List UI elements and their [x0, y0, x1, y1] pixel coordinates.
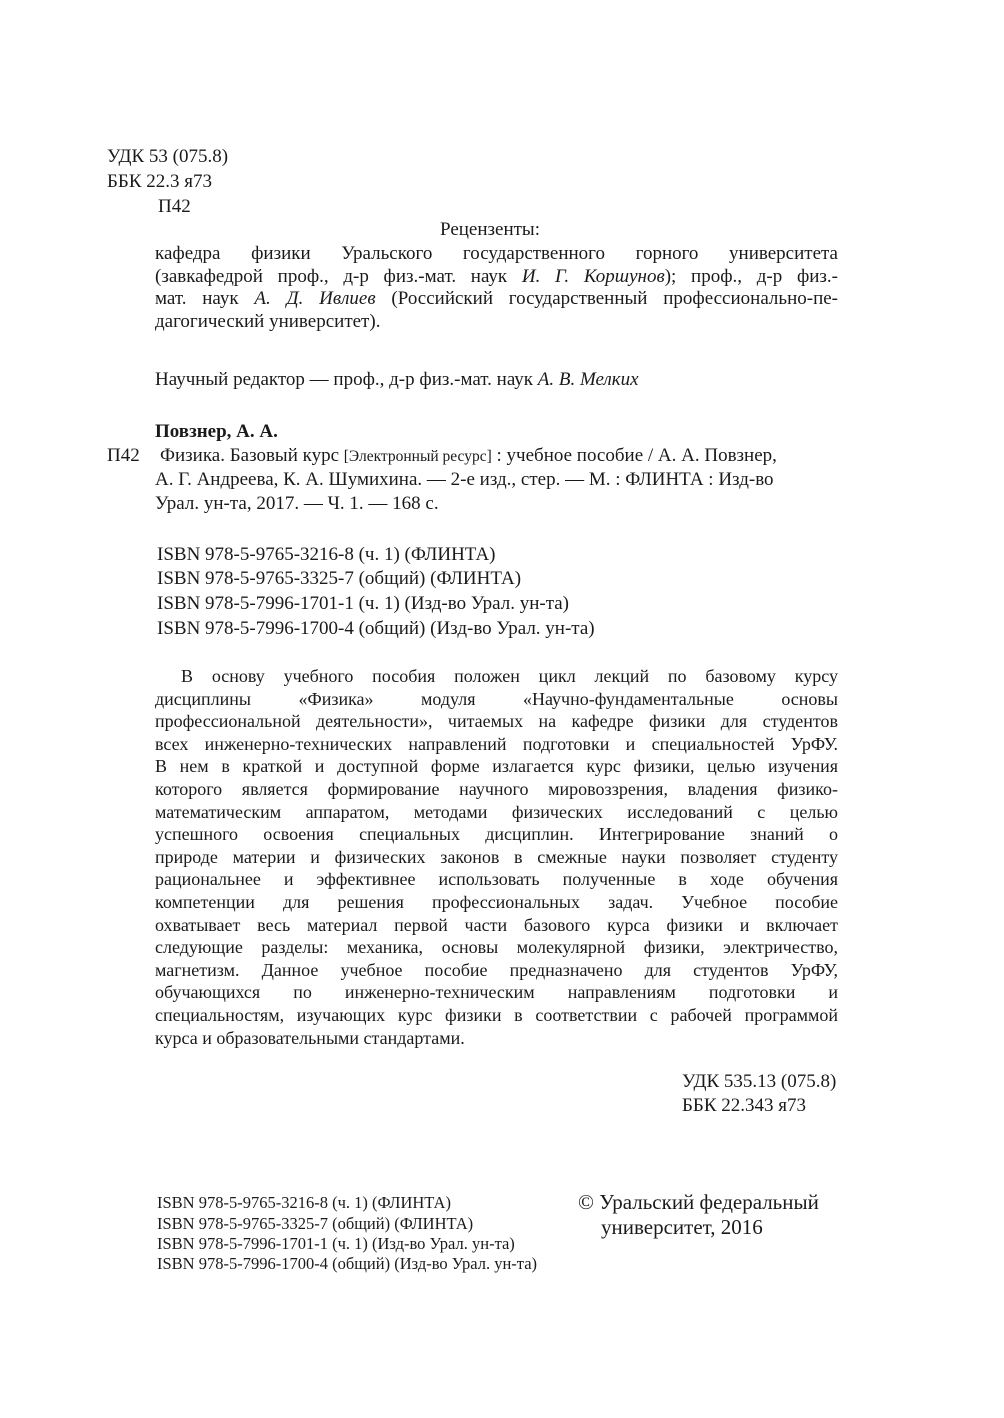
isbn-bottom-line: ISBN 978-5-7996-1700-4 (общий) (Изд-во Урал. ун-та)	[157, 1254, 538, 1273]
bib-line-1: Физика. Базовый курс [Электронный ресурс] : учебное пособие / А. А. Повзнер,	[160, 445, 777, 466]
abstract-line: рациональнее и эффективнее использовать полученные в ходе обучения	[155, 869, 838, 890]
abstract-line: профессиональной деятельности», читаемых на кафедре физики для студентов	[155, 711, 838, 732]
udk-code: УДК 53 (075.8)	[107, 146, 229, 167]
copyright-line-2: университет, 2016	[601, 1215, 763, 1239]
copyright-line-1: © Уральский федеральный	[578, 1190, 819, 1214]
bib-author: Повзнер, А. А.	[155, 421, 278, 442]
author-mark: П42	[158, 196, 191, 217]
abstract-line: В нем в краткой и доступной форме излагается курс физики, целью изучения	[155, 756, 838, 777]
bbk-code-bottom: ББК 22.343 я73	[682, 1095, 806, 1116]
abstract-line: обучающихся по инженерно-техническим направлениям подготовки и	[155, 982, 838, 1003]
reviewers-text	[155, 243, 838, 333]
abstract-line: следующие разделы: механика, основы молекулярной физики, электричество,	[155, 937, 838, 958]
abstract-line: компетенции для решения профессиональных задач. Учебное пособие	[155, 891, 838, 912]
abstract-line: специальностям, изучающих курс физики в соответствии с рабочей программой	[155, 1004, 838, 1025]
reviewers-line: кафедра физики Уральского государственного горного университета	[155, 243, 838, 264]
isbn-bottom-line: ISBN 978-5-9765-3325-7 (общий) (ФЛИНТА)	[157, 1214, 474, 1233]
abstract-line: охватывает весь материал первой части базового курса физики и включает	[155, 914, 838, 935]
bib-mark: П42	[107, 445, 140, 466]
reviewers-line: (завкафедрой проф., д-р физ.-мат. наук И. Г. Коршунов); проф., д-р физ.-	[155, 265, 838, 287]
abstract-line: курса и образовательными стандартами.	[155, 1027, 465, 1048]
abstract-line: дисциплины «Физика» модуля «Научно-фундаментальные основы	[155, 688, 838, 709]
abstract-line: которого является формирование научного мировоззрения, владения физико-	[155, 778, 838, 799]
isbn-line: ISBN 978-5-7996-1701-1 (ч. 1) (Изд-во Урал. ун-та)	[157, 593, 570, 614]
isbn-line: ISBN 978-5-9765-3216-8 (ч. 1) (ФЛИНТА)	[157, 544, 496, 565]
reviewer-name: И. Г. Коршунов	[521, 265, 665, 287]
bib-line-2: А. Г. Андреева, К. А. Шумихина. — 2-е изд., стер. — М. : ФЛИНТА : Изд-во	[155, 469, 774, 490]
editor-name: А. В. Мелких	[537, 369, 639, 390]
isbn-line: ISBN 978-5-7996-1700-4 (общий) (Изд-во Урал. ун-та)	[157, 618, 595, 639]
isbn-bottom-line: ISBN 978-5-7996-1701-1 (ч. 1) (Изд-во Урал. ун-та)	[157, 1234, 515, 1253]
abstract-line: успешного освоения специальных дисциплин. Интегрирование знаний о	[155, 824, 838, 845]
abstract-line: всех инженерно-технических направлений подготовки и специальностей УрФУ.	[155, 733, 838, 754]
reviewers-heading: Рецензенты:	[440, 219, 540, 240]
isbn-bottom-line: ISBN 978-5-9765-3216-8 (ч. 1) (ФЛИНТА)	[157, 1193, 451, 1212]
isbn-line: ISBN 978-5-9765-3325-7 (общий) (ФЛИНТА)	[157, 568, 522, 589]
bbk-code: ББК 22.3 я73	[107, 171, 212, 192]
reviewers-line: мат. наук А. Д. Ивлиев (Российский государственный профессионально-пе-	[155, 288, 838, 309]
scientific-editor: Научный редактор — проф., д-р физ.-мат. наук А. В. Мелких	[155, 369, 639, 390]
abstract-line: В основу учебного пособия положен цикл лекций по базовому курсу	[181, 666, 838, 686]
abstract-line: магнетизм. Данное учебное пособие предназначено для студентов УрФУ,	[155, 959, 838, 980]
reviewer-name: А. Д. Ивлиев	[254, 288, 376, 309]
bib-line-3: Урал. ун-та, 2017. — Ч. 1. — 168 с.	[155, 493, 439, 514]
abstract	[155, 665, 838, 1049]
abstract-line: природе материи и физических законов в смежные науки позволяет студенту	[155, 846, 838, 867]
abstract-line: математическим аппаратом, методами физических исследований с целью	[155, 801, 838, 822]
reviewers-line: дагогический университет).	[155, 310, 381, 332]
udk-code-bottom: УДК 535.13 (075.8)	[682, 1071, 837, 1092]
